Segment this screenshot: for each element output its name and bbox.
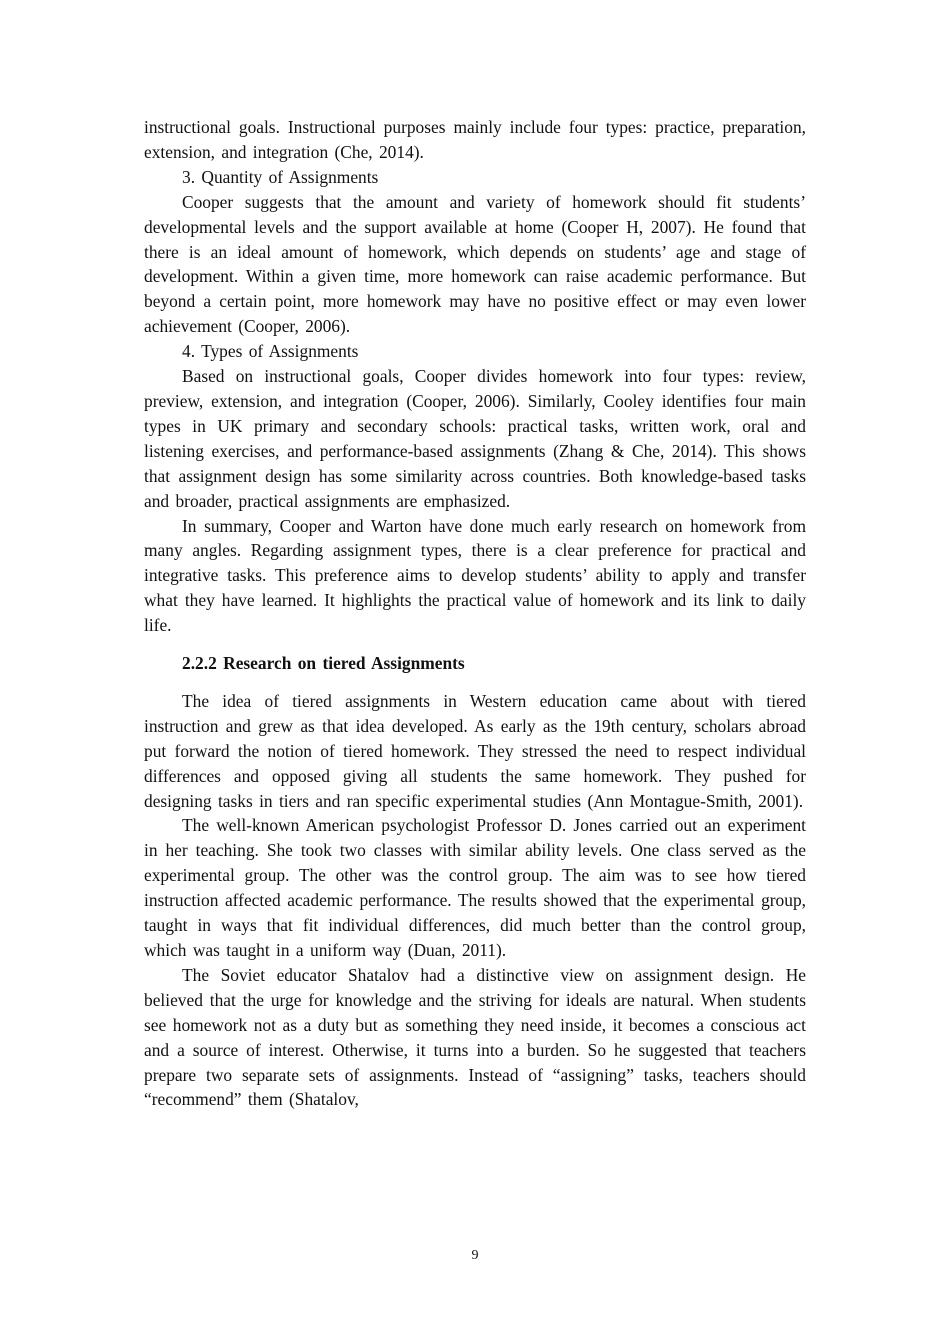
- paragraph-cooper-quantity: Cooper suggests that the amount and variety of homework should fit students’ developmental levels and the support available at home (Cooper H, 2007). He found that there is an ideal amount of homework, which depends on students’ age and stage of development. Within a given time, more homework can raise academic performance. But beyond a certain point, more homework may have no positive effect or may even lower achievement (Cooper, 2006).: [144, 191, 806, 337]
- list-item-types-of-assignments: 4. Types of Assignments: [182, 341, 359, 362]
- section-heading-2-2-2: 2.2.2 Research on tiered Assignments: [182, 653, 465, 674]
- paragraph-jones-experiment: The well-known American psychologist Professor D. Jones carried out an experiment in her teaching. She took two classes with similar ability levels. One class served as the experimental group. The other was the control group. The aim was to see how tiered instruction affected academic performance. The results showed that the experimental group, taught in ways that fit individual differences, did much better than the control group, which was taught in a uniform way (Duan, 2011).: [144, 815, 806, 960]
- page-number: 9: [471, 1248, 479, 1263]
- spacer: [144, 638, 806, 651]
- paragraph-instructional-goals: instructional goals. Instructional purposes mainly include four types: practice, preparation, extension, and integration (Che, 2014).: [144, 117, 806, 162]
- spacer: [144, 676, 806, 689]
- paragraph-shatalov: The Soviet educator Shatalov had a distinctive view on assignment design. He believed that the urge for knowledge and the striving for ideals are natural. When students see homework not as a duty but as something they need inside, it becomes a conscious act and a source of interest. Otherwise, it turns into a burden. So he suggested that teachers prepare two separate sets of assignments. Instead of “assigning” tasks, teachers should “recommend” them (Shatalov,: [144, 964, 806, 1110]
- paragraph-types: Based on instructional goals, Cooper divides homework into four types: review, preview, extension, and integration (Cooper, 2006). Similarly, Cooley identifies four main types in UK primary and secondary schools: practical tasks, written work, oral and listening exercises, and performance-based assignments (Zhang & Che, 2014). This shows that assignment design has some similarity across countries. Both knowledge-based tasks and broader, practical assignments are emphasized.: [144, 366, 806, 511]
- paragraph-tiered-idea: The idea of tiered assignments in Western education came about with tiered instruction and grew as that idea developed. As early as the 19th century, scholars abroad put forward the notion of tiered homework. They stressed the need to respect individual differences and opposed giving all students the same homework. They pushed for designing tasks in tiers and ran specific experimental studies (Ann Montague-Smith, 2001).: [144, 690, 806, 811]
- page-body: [144, 115, 806, 1112]
- paragraph-summary: In summary, Cooper and Warton have done much early research on homework from many angles. Regarding assignment types, there is a clear preference for practical and integrative tasks. This preference aims to develop students’ ability to apply and transfer what they have learned. It highlights the practical value of homework and its link to daily life.: [144, 515, 806, 636]
- list-item-quantity-of-assignments: 3. Quantity of Assignments: [182, 166, 379, 187]
